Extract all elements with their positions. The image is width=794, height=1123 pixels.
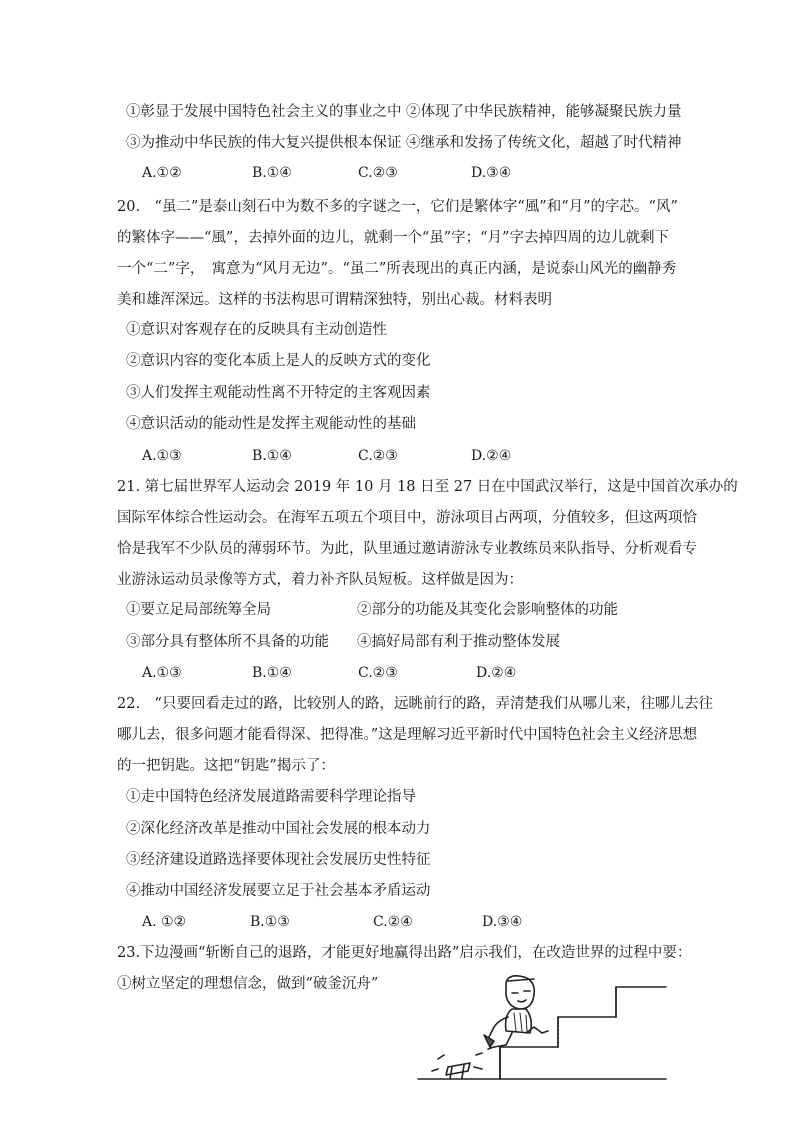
q23-stem: 23.下边漫画“斩断自己的退路，才能更好地赢得出路”启示我们，在改造世界的过程中要：: [117, 945, 692, 961]
cartoon-illustration: [408, 975, 670, 1085]
q20-choice-a[interactable]: A.①③: [142, 448, 182, 464]
climbing-man-icon: [484, 976, 548, 1049]
q19-option-4: ④继承和发扬了传统文化，超越了时代精神: [406, 135, 682, 151]
q19-option-2: ②体现了中华民族精神，能够凝聚民族力量: [406, 104, 682, 120]
q22-choice-d[interactable]: D.③④: [482, 914, 523, 930]
q20-option-1: ①意识对客观存在的反映具有主动创造性: [126, 322, 387, 338]
q22-stem-line-1: 22. “只要回看走过的路，比较别人的路，远眺前行的路，弄清楚我们从哪儿来，往哪儿去往: [117, 696, 713, 712]
q22-option-4: ④推动中国经济发展要立足于社会基本矛盾运动: [126, 883, 431, 899]
q19-option-3: ③为推动中华民族的伟大复兴提供根本保证: [126, 135, 402, 151]
q20-choice-d[interactable]: D.②④: [471, 448, 512, 464]
q21-option-1: ①要立足局部统筹全局: [126, 602, 271, 618]
q19-choice-d[interactable]: D.③④: [471, 165, 512, 181]
q21-choice-a[interactable]: A.①③: [142, 665, 182, 681]
q21-stem-line-1: 21. 第七届世界军人运动会 2019 年 10 月 18 日至 27 日在中国武汉举行，这是中国首次承办的: [117, 479, 738, 495]
q22-choice-b[interactable]: B.①③: [250, 914, 290, 930]
q21-stem-line-3: 恰是我军不少队员的薄弱环节。为此，队里通过邀请游泳专业教练员来队指导、分析观看专: [117, 541, 697, 557]
q21-choice-c[interactable]: C.②③: [358, 665, 398, 681]
q20-stem-line-4: 美和雄浑深远。这样的书法构思可谓精深独特，别出心裁。材料表明: [117, 292, 552, 308]
q20-choice-b[interactable]: B.①④: [252, 448, 292, 464]
q20-stem-line-2: 的繁体字——“風”，去掉外面的边儿，就剩一个“虽”字；“月”字去掉四周的边儿就剩下: [117, 230, 669, 246]
broken-step-icon: [432, 1053, 482, 1079]
q20-choice-c[interactable]: C.②③: [358, 448, 398, 464]
q20-option-4: ④意识活动的能动性是发挥主观能动性的基础: [126, 416, 416, 432]
q19-option-1: ①彰显于发展中国特色社会主义的事业之中: [126, 104, 402, 120]
q21-option-3: ③部分具有整体所不具备的功能: [126, 634, 329, 650]
q19-choice-b[interactable]: B.①④: [252, 165, 292, 181]
q22-option-3: ③经济建设道路选择要体现社会发展历史性特征: [126, 852, 431, 868]
q20-stem-line-3: 一个“二”字， 寓意为“风月无边”。“虽二”所表现出的真正内涵，是说泰山风光的幽静秀: [117, 261, 677, 277]
q20-option-2: ②意识内容的变化本质上是人的反映方式的变化: [126, 353, 431, 369]
q22-choice-a[interactable]: A. ①②: [142, 914, 187, 930]
q21-option-2: ②部分的功能及其变化会影响整体的功能: [357, 602, 618, 618]
q22-stem-line-2: 哪儿去，很多问题才能看得深、把得准。”这是理解习近平新时代中国特色社会主义经济思想: [117, 727, 698, 743]
q22-choice-c[interactable]: C.②④: [373, 914, 413, 930]
q19-choice-a[interactable]: A.①②: [142, 165, 182, 181]
q21-option-4: ④搞好局部有利于推动整体发展: [357, 634, 560, 650]
q21-stem-line-4: 业游泳运动员录像等方式，着力补齐队员短板。这样做是因为：: [117, 572, 523, 588]
q21-stem-line-2: 国际军体综合性运动会。在海军五项五个项目中，游泳项目占两项，分值较多，但这两项恰: [117, 510, 697, 526]
q22-stem-line-3: 的一把钥匙。这把“钥匙”揭示了：: [117, 758, 335, 774]
q20-option-3: ③人们发挥主观能动性离不开特定的主客观因素: [126, 385, 431, 401]
q23-option-1: ①树立坚定的理想信念，做到“破釜沉舟”: [117, 976, 379, 992]
q22-option-2: ②深化经济改革是推动中国社会发展的根本动力: [126, 821, 431, 837]
q21-choice-d[interactable]: D.②④: [476, 665, 517, 681]
q22-option-1: ①走中国特色经济发展道路需要科学理论指导: [126, 789, 416, 805]
q21-choice-b[interactable]: B.①④: [252, 665, 292, 681]
q19-choice-c[interactable]: C.②③: [358, 165, 398, 181]
q20-stem-line-1: 20. “虽二”是泰山刻石中为数不多的字谜之一，它们是繁体字“風”和“月”的字芯。“风”: [117, 199, 678, 215]
